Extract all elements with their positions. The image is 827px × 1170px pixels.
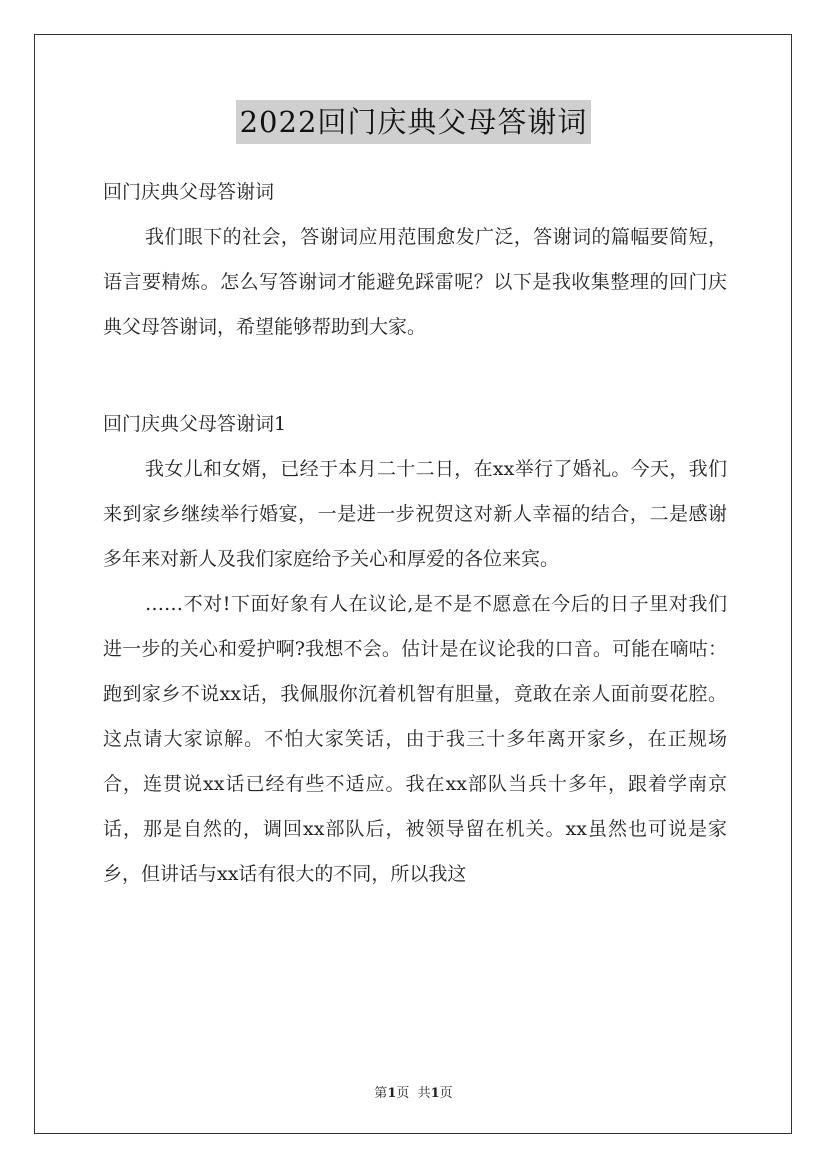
body-paragraph-2: ……不对!下面好象有人在议论,是不是不愿意在今后的日子里对我们进一步的关心和爱护啊?我想不会。估计是在议论我的口音。可能在嘀咕：跑到家乡不说xx话，我佩服你沉着机智有胆量，竟敢在亲人面前耍花腔。这点请大家谅解。不怕大家笑话，由于我三十多年离开家乡，在正规场合，连贯说xx话已经有些不适应。我在xx部队当兵十多年，跟着学南京话，那是自然的，调回xx部队后，被领导留在机关。xx虽然也可说是家乡，但讲话与xx话有很大的不同，所以我这 — [103, 593, 727, 885]
section-heading: 回门庆典父母答谢词1 — [103, 413, 287, 435]
intro-paragraph: 我们眼下的社会，答谢词应用范围愈发广泛，答谢词的篇幅要简短，语言要精炼。怎么写答谢词才能避免踩雷呢？以下是我收集整理的回门庆典父母答谢词，希望能够帮助到大家。 — [103, 226, 727, 338]
footer-page-mid: 页 共 — [396, 1086, 431, 1101]
footer-page-total: 1 — [430, 1086, 440, 1101]
page-footer — [0, 1082, 827, 1101]
section-spacer — [103, 350, 727, 402]
document-subtitle: 回门庆典父母答谢词 — [103, 181, 275, 203]
footer-page-current: 1 — [387, 1086, 397, 1101]
title-container — [0, 100, 827, 144]
document-title: 2022回门庆典父母答谢词 — [236, 100, 592, 144]
body-paragraph-1: 我女儿和女婿，已经于本月二十二日，在xx举行了婚礼。今天，我们来到家乡继续举行婚宴，一是进一步祝贺这对新人幸福的结合，二是感谢多年来对新人及我们家庭给予关心和厚爱的各位来宾。 — [103, 458, 727, 570]
footer-page-prefix: 第 — [374, 1086, 388, 1101]
footer-page-suffix: 页 — [439, 1086, 453, 1101]
document-body — [103, 170, 727, 897]
